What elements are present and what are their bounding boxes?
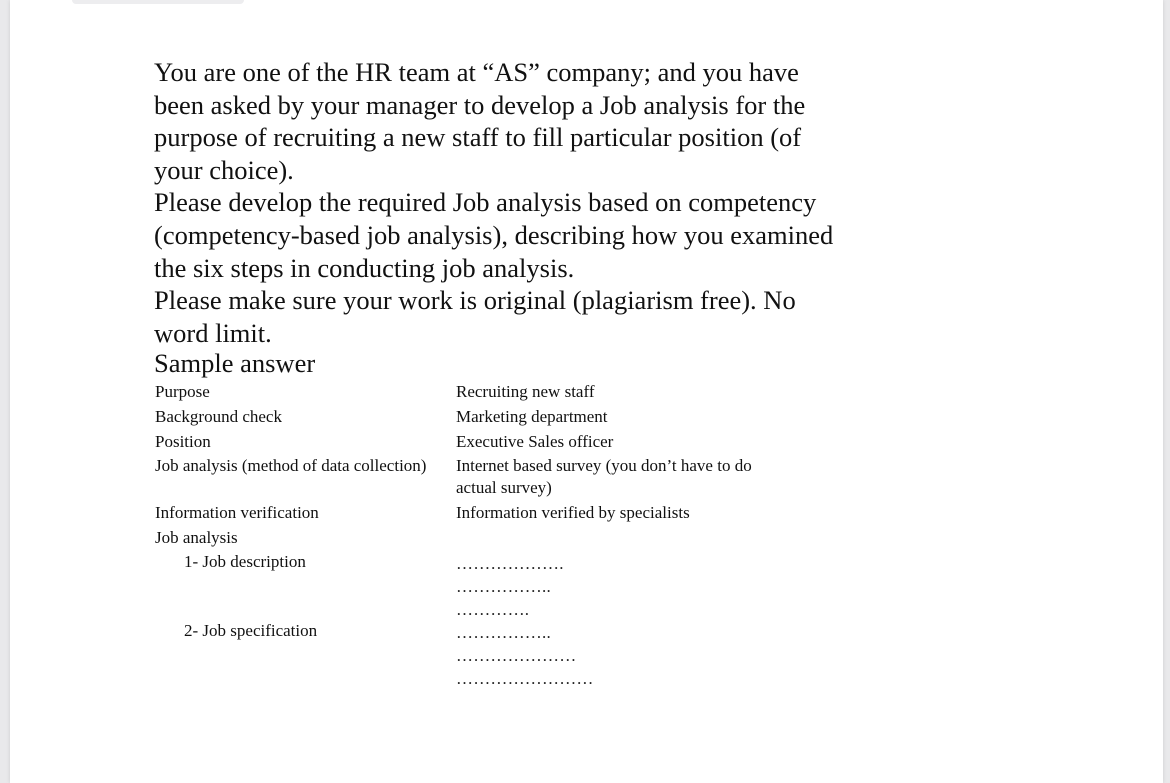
prompt-line: Please develop the required Job analysis based on competency [154, 187, 817, 218]
blank-line: …………….. [456, 577, 551, 596]
assignment-prompt [154, 56, 894, 349]
blank-line: …………. [456, 600, 530, 619]
job-specification-label: 2- Job specification [184, 621, 318, 640]
row-label-background-check: Background check [155, 407, 282, 426]
blank-line: ………………. [456, 554, 564, 573]
row-value-position: Executive Sales officer [456, 432, 614, 451]
blank-line: …………….. [456, 623, 551, 642]
prompt-line: Please make sure your work is original (plagiarism free). No [154, 285, 796, 316]
job-description-label: 1- Job description [184, 552, 306, 571]
row-value-purpose: Recruiting new staff [456, 382, 595, 401]
prompt-line: (competency-based job analysis), describing how you examined [154, 219, 834, 250]
row-value-method: Internet based survey (you don’t have to do [456, 456, 752, 475]
blank-line: …………………… [456, 669, 594, 688]
row-label-purpose: Purpose [155, 382, 210, 401]
blank-line: ………………… [456, 646, 577, 665]
row-label-job-analysis: Job analysis [155, 528, 238, 547]
prompt-line: purpose of recruiting a new staff to fill particular position (of [154, 122, 802, 153]
prompt-line: your choice). [154, 154, 294, 185]
row-value-information-verification: Information verified by specialists [456, 503, 690, 522]
row-label-method: Job analysis (method of data collection) [155, 456, 427, 475]
page-tab-edge [72, 0, 244, 4]
row-value-method-continued: actual survey) [456, 478, 552, 497]
sample-answer-heading: Sample answer [154, 348, 316, 378]
prompt-line: You are one of the HR team at “AS” company; and you have [154, 57, 799, 87]
row-value-background-check: Marketing department [456, 407, 608, 426]
row-label-position: Position [155, 432, 211, 451]
prompt-line: been asked by your manager to develop a Job analysis for the [154, 89, 806, 120]
prompt-line: the six steps in conducting job analysis. [154, 252, 575, 283]
row-label-information-verification: Information verification [155, 503, 319, 522]
prompt-line: word limit. [154, 317, 272, 348]
